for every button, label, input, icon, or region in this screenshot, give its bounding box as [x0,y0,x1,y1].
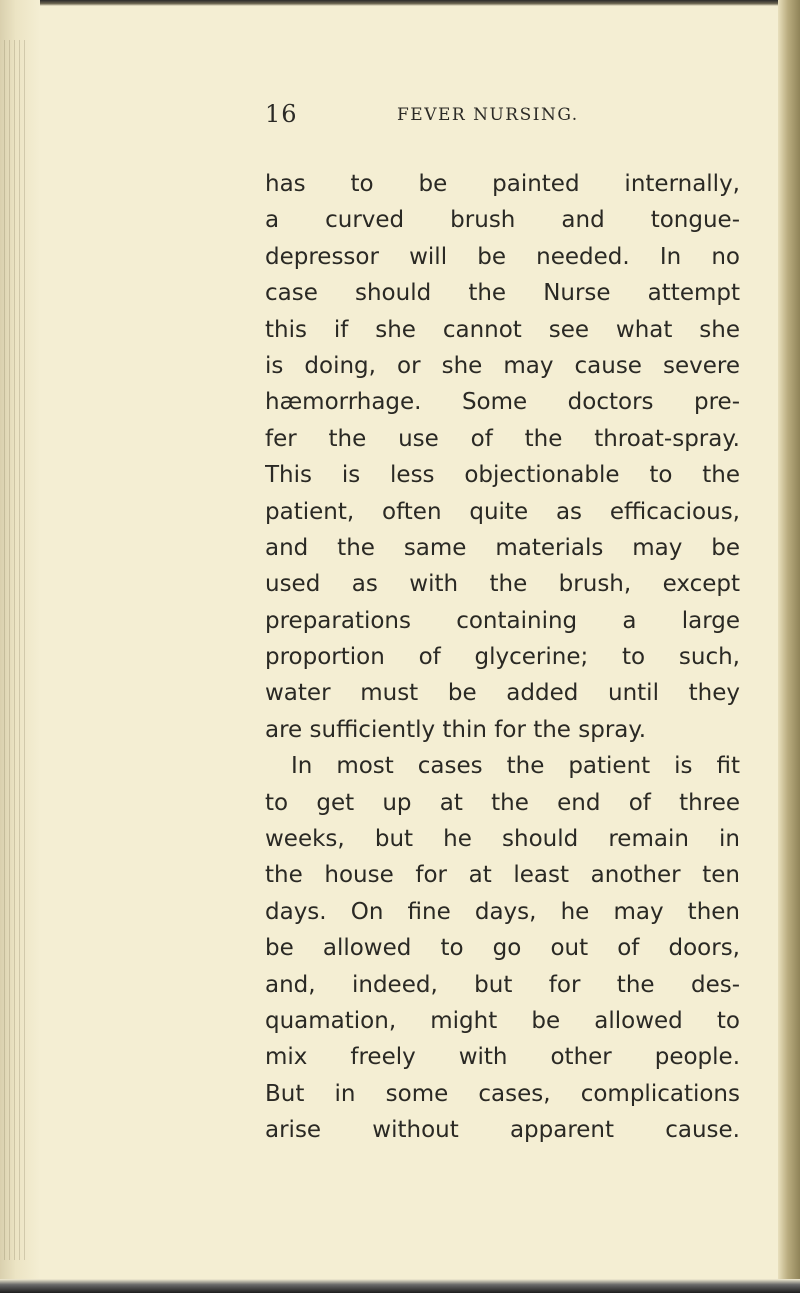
text-line: proportion of glycerine; to such, [265,644,740,671]
text-line: are sufficiently thin for the spray. [265,716,647,743]
text-line: hæmorrhage. Some doctors pre- [265,389,740,416]
text-line: weeks, but he should remain in [265,826,740,853]
text-line: patient, often quite as efficacious, [265,498,740,525]
text-line: this if she cannot see what she [265,316,740,343]
text-line: mix freely with other people. [265,1044,740,1071]
body-text [265,166,740,1149]
text-line: water must be added until they [265,680,740,707]
text-line: the house for at least another ten [265,862,740,889]
text-line: case should the Nurse attempt [265,280,740,307]
gutter-texture [4,40,28,1260]
text-line: a curved brush and tongue- [265,207,740,234]
text-line: to get up at the end of three [265,789,740,816]
page-bottom-edge [0,1279,800,1293]
text-line: This is less objectionable to the [265,462,740,489]
text-line: used as with the brush, except [265,571,740,598]
text-line: quamation, might be allowed to [265,1007,740,1034]
text-line: be allowed to go out of doors, [265,935,740,962]
page-number: 16 [265,100,298,128]
page-top-edge [0,0,800,6]
text-line: fer the use of the throat-spray. [265,425,740,452]
text-line: is doing, or she may cause severe [265,352,740,379]
text-line: and the same materials may be [265,534,740,561]
text-line: has to be painted internally, [265,171,740,197]
text-line: arise without apparent cause. [265,1117,740,1144]
text-line: days. On fine days, he may then [265,898,740,925]
page-header [265,100,725,134]
text-line: and, indeed, but for the des- [265,971,740,998]
page-right-edge [778,0,800,1293]
text-line: But in some cases, complications [265,1080,740,1107]
page-gutter [0,0,40,1293]
running-title: FEVER NURSING. [397,105,579,125]
text-line: depressor will be needed. In no [265,243,740,270]
text-line: In most cases the patient is fit [291,753,740,780]
text-line: preparations containing a large [265,607,740,634]
